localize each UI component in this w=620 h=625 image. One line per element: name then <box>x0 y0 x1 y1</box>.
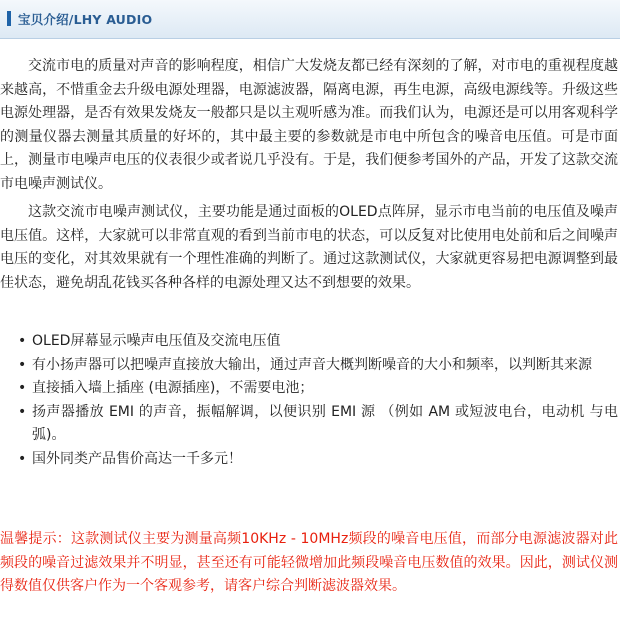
header-marker <box>7 11 11 26</box>
feature-item <box>18 448 618 472</box>
feature-list <box>0 330 618 471</box>
section-header <box>0 0 620 39</box>
warning-notice: 温馨提示：这款测试仪主要为测量高频10KHz - 10MHz频段的噪音电压值，而部分电源滤波器对此频段的噪音过滤效果并不明显，甚至还有可能轻微增加此频段噪音电压数值的效果。因此，测试仪测得数值仅供客户作为一个客观参考，请客户综合判断滤波器效果。 <box>0 531 618 594</box>
feature-item <box>18 401 618 448</box>
bullet-icon: • <box>18 380 27 396</box>
feature-item <box>18 330 618 354</box>
feature-text: 有小扬声器可以把噪声直接放大输出，通过声音大概判断噪音的大小和频率，以判断其来源 <box>32 356 592 373</box>
feature-item <box>18 377 618 401</box>
feature-text: OLED屏幕显示噪声电压值及交流电压值 <box>32 333 281 349</box>
feature-text: 国外同类产品售价高达一千多元！ <box>32 450 242 467</box>
bullet-icon: • <box>18 333 27 349</box>
intro-paragraph-1: 交流市电的质量对声音的影响程度，相信广大发烧友都已经有深刻的了解，对市电的重视程度越来越高，不惜重金去升级电源处理器，电源滤波器，隔离电源，再生电源，高级电源线等。升级这些电源处理器，是否有效果发烧友一般都只是以主观听感为准。而我们认为，电源还是可以用客观科学的测量仪器去测量其质量的好坏的，其中最主要的参数就是市电中所包含的噪音电压值。可是市面上，测量市电噪声电压的仪表很少或者说几乎没有。于是，我们便参考国外的产品，开发了这款交流市电噪声测试仪。 <box>0 58 618 192</box>
section-title: 宝贝介绍/LHY AUDIO <box>18 12 153 27</box>
bullet-icon: • <box>18 356 27 373</box>
bullet-icon: • <box>18 403 27 420</box>
intro-paragraph-2: 这款交流市电噪声测试仪，主要功能是通过面板的OLED点阵屏，显示市电当前的电压值及噪声电压值。这样，大家就可以非常直观的看到当前市电的状态，可以反复对比使用电处前和后之间噪声电压的变化，对其效果就有一个理性准确的判断了。通过这款测试仪，大家就更容易把电源调整到最佳状态，避免胡乱花钱买各种各样的电源处理又达不到想要的效果。 <box>0 204 618 291</box>
bullet-icon: • <box>18 450 27 467</box>
feature-text: 扬声器播放 EMI 的声音，振幅解调，以便识别 EMI 源 （例如 AM 或短波电台，电动机 与电弧)。 <box>32 403 618 443</box>
feature-text: 直接插入墙上插座 (电源插座)，不需要电池； <box>32 380 314 396</box>
feature-item <box>18 354 618 378</box>
